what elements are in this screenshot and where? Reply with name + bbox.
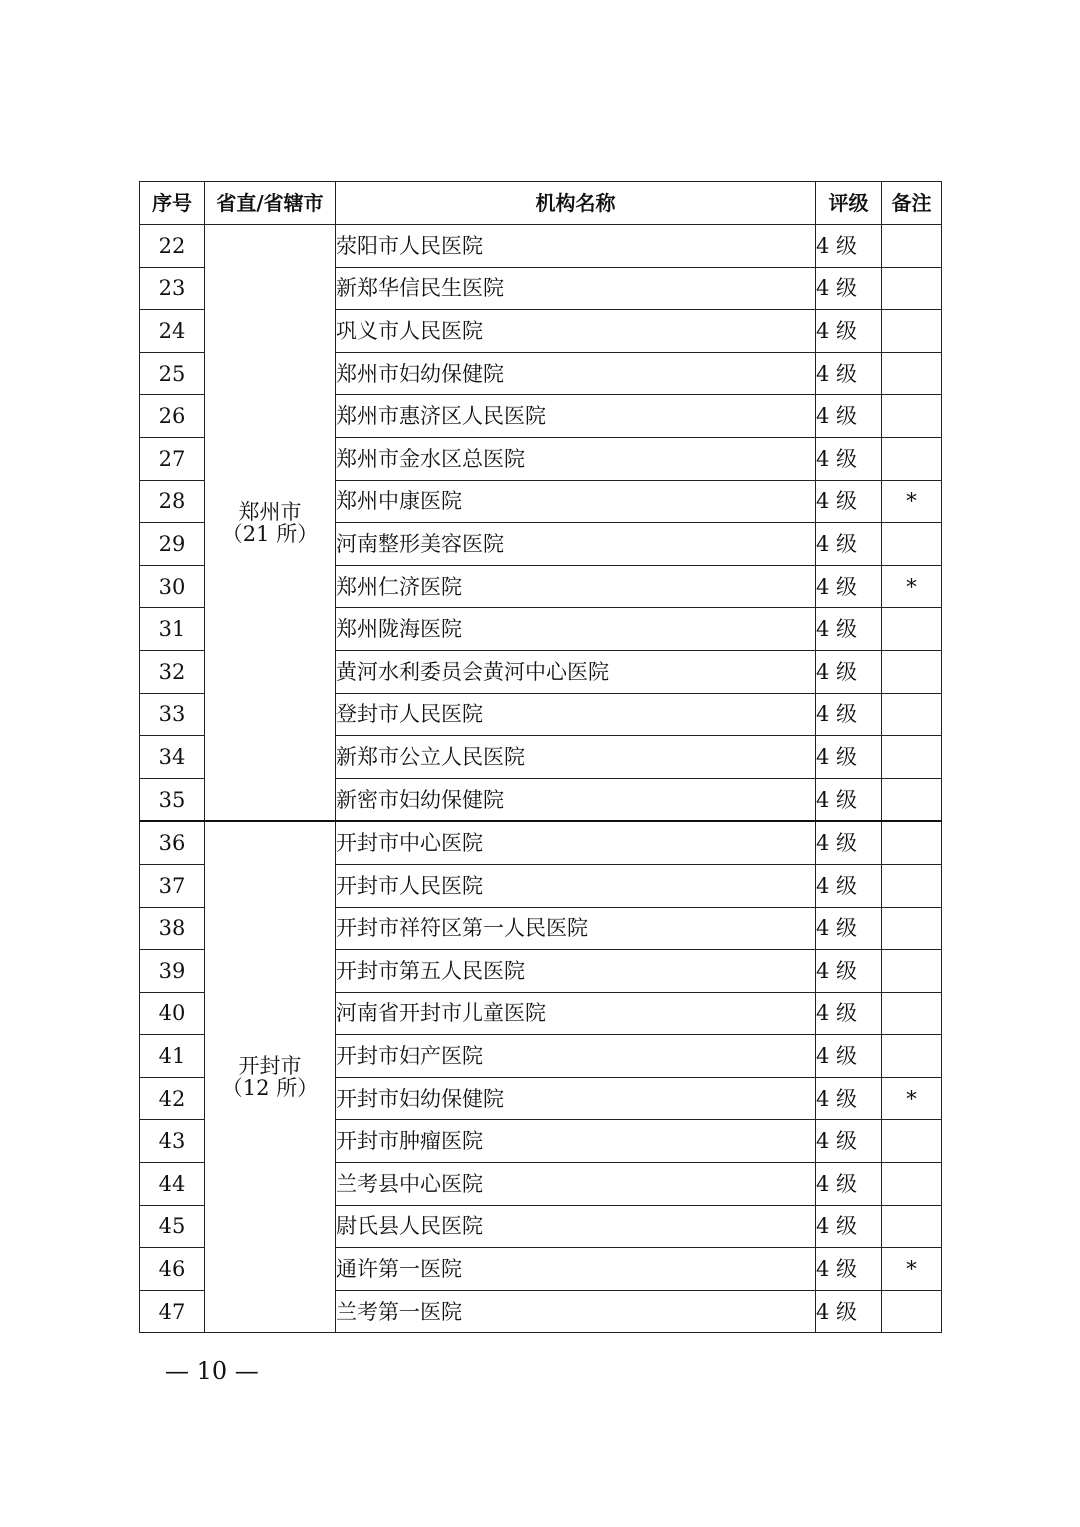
row-seq-number: 31 xyxy=(140,608,205,651)
note-mark: * xyxy=(882,1248,942,1291)
note-mark xyxy=(882,693,942,736)
institution-name: 郑州陇海医院 xyxy=(336,608,816,651)
note-mark xyxy=(882,907,942,950)
row-seq-number: 37 xyxy=(140,864,205,907)
note-mark xyxy=(882,864,942,907)
rating-grade: 4 级 xyxy=(816,1163,882,1206)
row-seq-number: 24 xyxy=(140,310,205,353)
row-seq-number: 36 xyxy=(140,821,205,864)
row-seq-number: 39 xyxy=(140,950,205,993)
note-mark xyxy=(882,310,942,353)
row-seq-number: 28 xyxy=(140,480,205,523)
row-seq-number: 23 xyxy=(140,267,205,310)
institution-name: 尉氏县人民医院 xyxy=(336,1205,816,1248)
note-mark xyxy=(882,352,942,395)
table-row xyxy=(140,225,942,268)
row-seq-number: 33 xyxy=(140,693,205,736)
institution-name: 河南省开封市儿童医院 xyxy=(336,992,816,1035)
row-seq-number: 45 xyxy=(140,1205,205,1248)
institution-name: 开封市中心医院 xyxy=(336,821,816,864)
rating-grade: 4 级 xyxy=(816,650,882,693)
row-seq-number: 34 xyxy=(140,736,205,779)
rating-grade: 4 级 xyxy=(816,1205,882,1248)
note-mark xyxy=(882,736,942,779)
row-seq-number: 40 xyxy=(140,992,205,1035)
row-seq-number: 42 xyxy=(140,1077,205,1120)
header-seq: 序号 xyxy=(140,182,205,225)
institution-name: 新郑华信民生医院 xyxy=(336,267,816,310)
header-row xyxy=(140,182,942,225)
institution-name: 通许第一医院 xyxy=(336,1248,816,1291)
rating-grade: 4 级 xyxy=(816,565,882,608)
note-mark xyxy=(882,1120,942,1163)
row-seq-number: 29 xyxy=(140,523,205,566)
institution-name: 郑州仁济医院 xyxy=(336,565,816,608)
institution-name: 开封市肿瘤医院 xyxy=(336,1120,816,1163)
institution-name: 郑州市金水区总医院 xyxy=(336,437,816,480)
region-cell xyxy=(205,225,336,822)
table-header xyxy=(140,182,942,225)
note-mark xyxy=(882,1035,942,1078)
region-city: 开封市 xyxy=(238,1054,302,1079)
institution-name: 新密市妇幼保健院 xyxy=(336,778,816,821)
header-institution-name: 机构名称 xyxy=(336,182,816,225)
header-region: 省直/省辖市 xyxy=(205,182,336,225)
institution-name: 开封市妇产医院 xyxy=(336,1035,816,1078)
row-seq-number: 46 xyxy=(140,1248,205,1291)
row-seq-number: 43 xyxy=(140,1120,205,1163)
note-mark xyxy=(882,1205,942,1248)
rating-grade: 4 级 xyxy=(816,1248,882,1291)
note-mark: * xyxy=(882,480,942,523)
institution-name: 黄河水利委员会黄河中心医院 xyxy=(336,650,816,693)
note-mark xyxy=(882,992,942,1035)
region-count: （21 所） xyxy=(221,521,319,546)
note-mark xyxy=(882,950,942,993)
rating-grade: 4 级 xyxy=(816,950,882,993)
rating-grade: 4 级 xyxy=(816,1035,882,1078)
institution-name: 河南整形美容医院 xyxy=(336,523,816,566)
row-seq-number: 27 xyxy=(140,437,205,480)
row-seq-number: 47 xyxy=(140,1290,205,1333)
rating-grade: 4 级 xyxy=(816,523,882,566)
note-mark xyxy=(882,1290,942,1333)
rating-grade: 4 级 xyxy=(816,1077,882,1120)
note-mark xyxy=(882,523,942,566)
institution-name: 兰考第一医院 xyxy=(336,1290,816,1333)
row-seq-number: 32 xyxy=(140,650,205,693)
rating-grade: 4 级 xyxy=(816,225,882,268)
rating-grade: 4 级 xyxy=(816,437,882,480)
institution-name: 兰考县中心医院 xyxy=(336,1163,816,1206)
row-seq-number: 38 xyxy=(140,907,205,950)
institution-name: 开封市人民医院 xyxy=(336,864,816,907)
institution-name: 登封市人民医院 xyxy=(336,693,816,736)
table-body xyxy=(140,225,942,1333)
row-seq-number: 35 xyxy=(140,778,205,821)
institution-name: 巩义市人民医院 xyxy=(336,310,816,353)
rating-grade: 4 级 xyxy=(816,992,882,1035)
note-mark xyxy=(882,1163,942,1206)
rating-grade: 4 级 xyxy=(816,395,882,438)
rating-grade: 4 级 xyxy=(816,480,882,523)
header-grade: 评级 xyxy=(816,182,882,225)
rating-grade: 4 级 xyxy=(816,864,882,907)
row-seq-number: 26 xyxy=(140,395,205,438)
institution-name: 荥阳市人民医院 xyxy=(336,225,816,268)
institution-name: 郑州中康医院 xyxy=(336,480,816,523)
row-seq-number: 44 xyxy=(140,1163,205,1206)
note-mark xyxy=(882,395,942,438)
note-mark: * xyxy=(882,1077,942,1120)
note-mark: * xyxy=(882,565,942,608)
rating-grade: 4 级 xyxy=(816,1120,882,1163)
row-seq-number: 25 xyxy=(140,352,205,395)
rating-grade: 4 级 xyxy=(816,778,882,821)
note-mark xyxy=(882,225,942,268)
note-mark xyxy=(882,778,942,821)
institution-name: 郑州市妇幼保健院 xyxy=(336,352,816,395)
rating-grade: 4 级 xyxy=(816,693,882,736)
rating-grade: 4 级 xyxy=(816,352,882,395)
institution-name: 郑州市惠济区人民医院 xyxy=(336,395,816,438)
rating-grade: 4 级 xyxy=(816,907,882,950)
rating-grade: 4 级 xyxy=(816,736,882,779)
note-mark xyxy=(882,437,942,480)
region-city: 郑州市 xyxy=(238,499,302,524)
row-seq-number: 22 xyxy=(140,225,205,268)
row-seq-number: 41 xyxy=(140,1035,205,1078)
rating-grade: 4 级 xyxy=(816,821,882,864)
note-mark xyxy=(882,267,942,310)
row-seq-number: 30 xyxy=(140,565,205,608)
institution-name: 开封市第五人民医院 xyxy=(336,950,816,993)
region-cell xyxy=(205,821,336,1333)
note-mark xyxy=(882,608,942,651)
table-row xyxy=(140,821,942,864)
rating-grade: 4 级 xyxy=(816,608,882,651)
page-number: — 10 — xyxy=(165,1357,259,1385)
note-mark xyxy=(882,650,942,693)
institution-name: 开封市妇幼保健院 xyxy=(336,1077,816,1120)
institution-name: 开封市祥符区第一人民医院 xyxy=(336,907,816,950)
rating-grade: 4 级 xyxy=(816,1290,882,1333)
institution-name: 新郑市公立人民医院 xyxy=(336,736,816,779)
rating-grade: 4 级 xyxy=(816,267,882,310)
header-note: 备注 xyxy=(882,182,942,225)
hospital-rating-table xyxy=(139,181,942,1333)
rating-grade: 4 级 xyxy=(816,310,882,353)
region-count: （12 所） xyxy=(221,1076,319,1101)
note-mark xyxy=(882,821,942,864)
